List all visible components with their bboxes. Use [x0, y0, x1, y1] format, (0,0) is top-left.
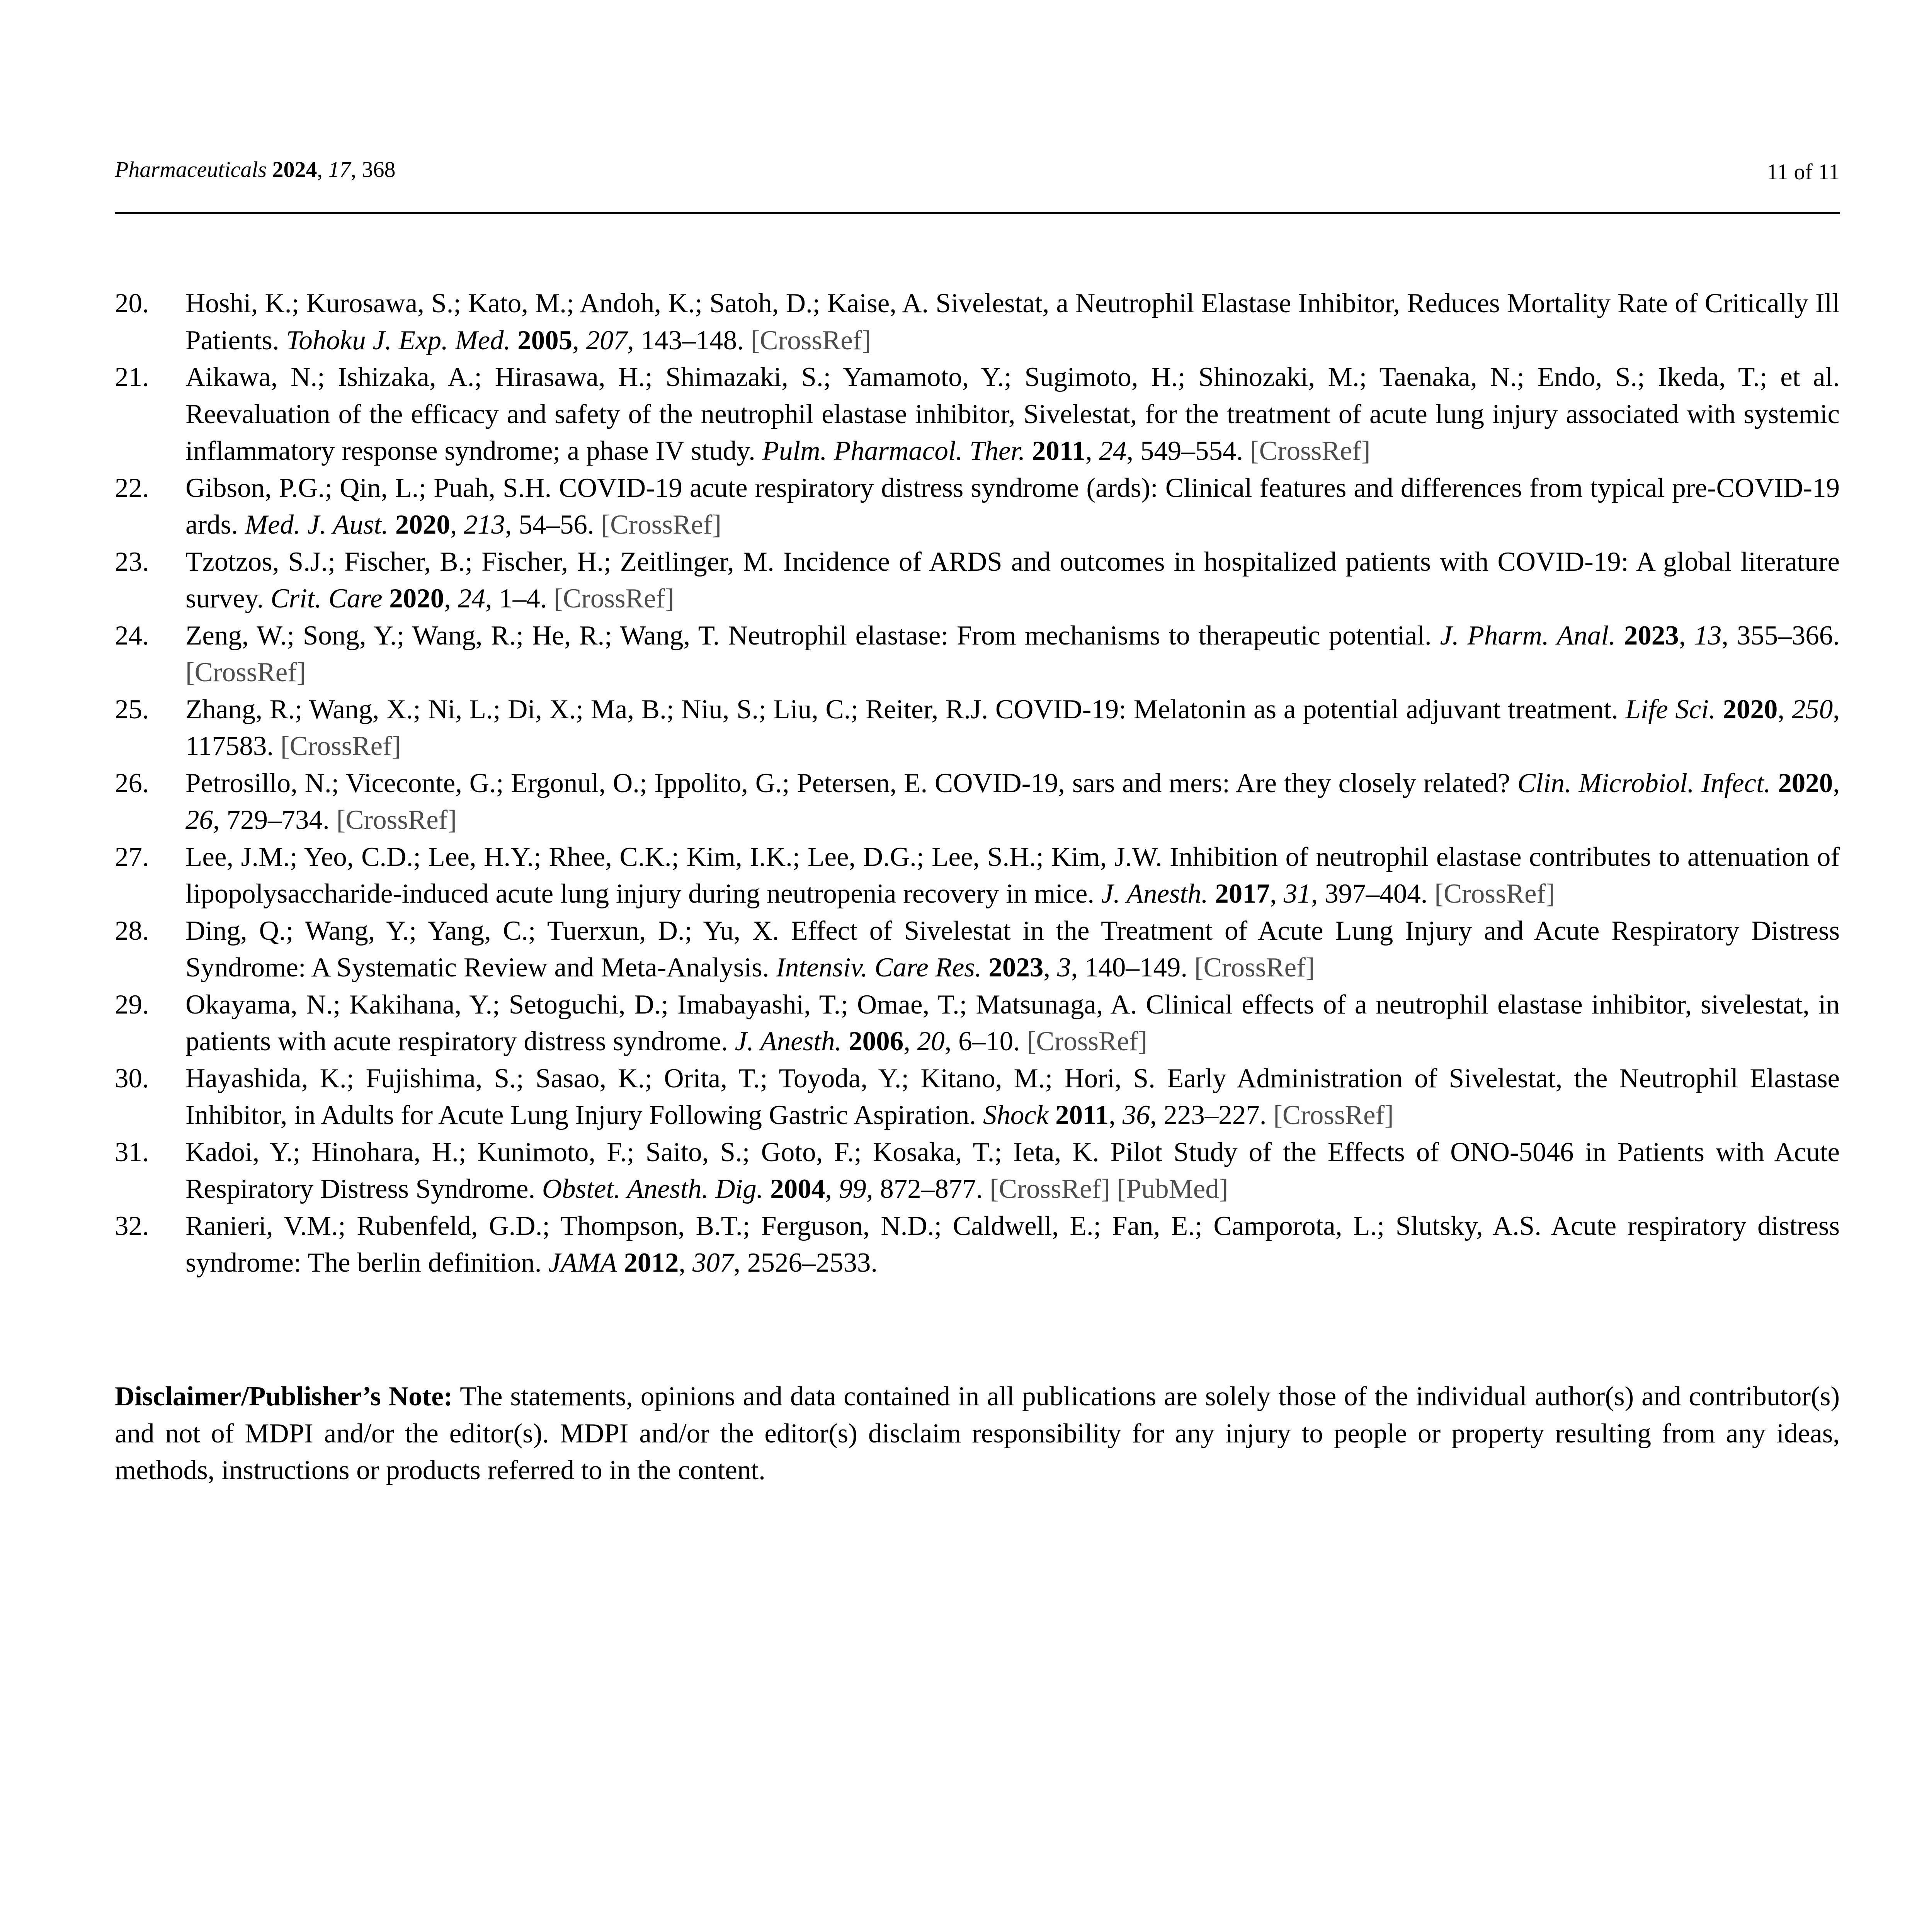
- reference-journal: J. Anesth.: [1101, 879, 1208, 909]
- reference-year: 2017: [1215, 879, 1270, 909]
- reference-body: Tzotzos, S.J.; Fischer, B.; Fischer, H.; Zeitlinger, M. Incidence of ARDS and outcomes in hospitalized patients with COVID-19: A global literature survey. Crit. Care 2020, 24, 1–4. [CrossRef]: [185, 546, 1840, 614]
- reference-year: 2011: [1055, 1100, 1109, 1130]
- reference-body: Petrosillo, N.; Viceconte, G.; Ergonul, O.; Ippolito, G.; Petersen, E. COVID-19, sars and mers: Are they closely related? Clin. Microbiol. Infect. 2020, 26, 729–734. [CrossRef]: [185, 768, 1840, 835]
- reference-text: Aikawa, N.; Ishizaka, A.; Hirasawa, H.; Shimazaki, S.; Yamamoto, Y.; Sugimoto, H.; Shinozaki, M.; Taenaka, N.; Endo, S.; Ikeda, T.; et al. Reevaluation of the efficacy and safety of the neutrophil elastase inhibitor, Sivelestat, for the treatment of acute lung injury associated with systemic inflammatory response syndrome; a phase IV study.: [185, 362, 1840, 466]
- disclaimer-text: The statements, opinions and data contained in all publications are solely those of the individual author(s) and contributor(s) and not of MDPI and/or the editor(s). MDPI and/or the editor(s) disclaim responsibility for any injury to people or property resulting from any ideas, methods, instructions or products referred to in the content.: [115, 1381, 1840, 1485]
- reference-year: 2006: [849, 1026, 904, 1056]
- reference-journal: Pulm. Pharmacol. Ther.: [762, 436, 1026, 466]
- reference-volume: 13: [1694, 620, 1722, 651]
- reference-journal: Tohoku J. Exp. Med.: [286, 325, 511, 355]
- reference-text: Hayashida, K.; Fujishima, S.; Sasao, K.; Orita, T.; Toyoda, Y.; Kitano, M.; Hori, S. Early Administration of Sivelestat, the Neutrophil Elastase Inhibitor, in Adults for Acute Lung Injury Following Gastric Aspiration.: [185, 1063, 1840, 1130]
- reference-number: 23.: [115, 546, 149, 577]
- reference-text: Zhang, R.; Wang, X.; Ni, L.; Di, X.; Ma, B.; Niu, S.; Liu, C.; Reiter, R.J. COVID-19: Melatonin as a potential adjuvant treatment.: [185, 694, 1618, 724]
- reference-volume: 24: [1099, 436, 1127, 466]
- crossref-link[interactable]: [CrossRef]: [601, 510, 721, 540]
- crossref-link[interactable]: [CrossRef]: [280, 731, 401, 761]
- reference-pages: 6–10.: [958, 1026, 1020, 1056]
- reference-text: Ranieri, V.M.; Rubenfeld, G.D.; Thompson, B.T.; Ferguson, N.D.; Caldwell, E.; Fan, E.; Camporota, L.; Slutsky, A.S. Acute respiratory distress syndrome: The berlin definition.: [185, 1211, 1840, 1278]
- crossref-link[interactable]: [CrossRef]: [1273, 1100, 1394, 1130]
- reference-pages: 117583.: [185, 731, 274, 761]
- reference-body: Ding, Q.; Wang, Y.; Yang, C.; Tuerxun, D.; Yu, X. Effect of Sivelestat in the Treatment of Acute Lung Injury and Acute Respiratory Distress Syndrome: A Systematic Review and Meta-Analysis. Intensiv. Care Res. 2023, 3, 140–149. [CrossRef]: [185, 915, 1840, 983]
- header-rule: [115, 212, 1840, 214]
- reference-body: Zhang, R.; Wang, X.; Ni, L.; Di, X.; Ma, B.; Niu, S.; Liu, C.; Reiter, R.J. COVID-19: Melatonin as a potential adjuvant treatment. Life Sci. 2020, 250, 117583. [CrossRef]: [185, 694, 1840, 761]
- reference-item: [115, 1060, 1840, 1134]
- reference-volume: 24: [458, 583, 485, 614]
- reference-year: 2023: [1624, 620, 1679, 651]
- reference-number: 30.: [115, 1063, 149, 1094]
- running-header: [115, 156, 1840, 191]
- reference-item: [115, 617, 1840, 691]
- reference-text: Petrosillo, N.; Viceconte, G.; Ergonul, O.; Ippolito, G.; Petersen, E. COVID-19, sars and mers: Are they closely related?: [185, 768, 1510, 798]
- reference-text: Tzotzos, S.J.; Fischer, B.; Fischer, H.; Zeitlinger, M. Incidence of ARDS and outcomes in hospitalized patients with COVID-19: A global literature survey.: [185, 546, 1840, 614]
- reference-item: [115, 986, 1840, 1060]
- reference-journal: JAMA: [548, 1248, 617, 1278]
- reference-item: [115, 913, 1840, 986]
- reference-journal: Clin. Microbiol. Infect.: [1517, 768, 1771, 798]
- reference-body: Kadoi, Y.; Hinohara, H.; Kunimoto, F.; Saito, S.; Goto, F.; Kosaka, T.; Ieta, K. Pilot Study of the Effects of ONO-5046 in Patients with Acute Respiratory Distress Syndrome. Obstet. Anesth. Dig. 2004, 99, 872–877. [CrossRef] [PubMed]: [185, 1137, 1840, 1204]
- reference-volume: 26: [185, 805, 213, 835]
- reference-text: Lee, J.M.; Yeo, C.D.; Lee, H.Y.; Rhee, C.K.; Kim, I.K.; Lee, D.G.; Lee, S.H.; Kim, J.W. Inhibition of neutrophil elastase contributes to attenuation of lipopolysaccharide-induced acute lung injury during neutropenia recovery in mice.: [185, 842, 1840, 909]
- reference-text: Zeng, W.; Song, Y.; Wang, R.; He, R.; Wang, T. Neutrophil elastase: From mechanisms to therapeutic potential.: [185, 620, 1432, 651]
- reference-pages: 549–554.: [1140, 436, 1243, 466]
- reference-year: 2020: [1778, 768, 1833, 798]
- reference-number: 31.: [115, 1137, 149, 1167]
- reference-journal: Crit. Care: [270, 583, 383, 614]
- reference-item: [115, 359, 1840, 470]
- crossref-link[interactable]: [CrossRef]: [750, 325, 871, 355]
- reference-year: 2012: [624, 1248, 679, 1278]
- reference-body: Ranieri, V.M.; Rubenfeld, G.D.; Thompson, B.T.; Ferguson, N.D.; Caldwell, E.; Fan, E.; Camporota, L.; Slutsky, A.S. Acute respiratory distress syndrome: The berlin definition. JAMA 2012, 307, 2526–2533.: [185, 1211, 1840, 1278]
- crossref-link[interactable]: [CrossRef]: [1250, 436, 1371, 466]
- disclaimer-label: Disclaimer/Publisher’s Note:: [115, 1381, 453, 1412]
- reference-body: Hoshi, K.; Kurosawa, S.; Kato, M.; Andoh, K.; Satoh, D.; Kaise, A. Sivelestat, a Neutrophil Elastase Inhibitor, Reduces Mortality Rate of Critically Ill Patients. Tohoku J. Exp. Med. 2005, 207, 143–148. [CrossRef]: [185, 288, 1840, 355]
- reference-item: [115, 1208, 1840, 1282]
- reference-number: 25.: [115, 694, 149, 724]
- article-number: 368: [362, 157, 396, 182]
- reference-number: 22.: [115, 473, 149, 503]
- reference-pages: 143–148.: [641, 325, 744, 355]
- page-number: 11 of 11: [1766, 159, 1840, 184]
- reference-journal: Med. J. Aust.: [245, 510, 389, 540]
- reference-body: Okayama, N.; Kakihana, Y.; Setoguchi, D.; Imabayashi, T.; Omae, T.; Matsunaga, A. Clinical effects of a neutrophil elastase inhibitor, sivelestat, in patients with acute respiratory distress syndrome. J. Anesth. 2006, 20, 6–10. [CrossRef]: [185, 989, 1840, 1056]
- reference-body: Zeng, W.; Song, Y.; Wang, R.; He, R.; Wang, T. Neutrophil elastase: From mechanisms to therapeutic potential. J. Pharm. Anal. 2023, 13, 355–366. [CrossRef]: [185, 620, 1840, 687]
- reference-pages: 397–404.: [1325, 879, 1428, 909]
- reference-year: 2020: [389, 583, 444, 614]
- reference-volume: 207: [586, 325, 628, 355]
- reference-journal: Obstet. Anesth. Dig.: [542, 1174, 764, 1204]
- reference-item: [115, 285, 1840, 359]
- crossref-link[interactable]: [CrossRef]: [1194, 952, 1315, 983]
- reference-item: [115, 544, 1840, 617]
- journal-year: 2024: [272, 157, 317, 182]
- reference-pages: 872–877.: [880, 1174, 983, 1204]
- reference-text: Ding, Q.; Wang, Y.; Yang, C.; Tuerxun, D.; Yu, X. Effect of Sivelestat in the Treatment of Acute Lung Injury and Acute Respiratory Distress Syndrome: A Systematic Review and Meta-Analysis.: [185, 915, 1840, 983]
- reference-volume: 31: [1283, 879, 1311, 909]
- reference-pages: 1–4.: [499, 583, 547, 614]
- crossref-link[interactable]: [CrossRef]: [1434, 879, 1555, 909]
- reference-body: Aikawa, N.; Ishizaka, A.; Hirasawa, H.; Shimazaki, S.; Yamamoto, Y.; Sugimoto, H.; Shinozaki, M.; Taenaka, N.; Endo, S.; Ikeda, T.; et al. Reevaluation of the efficacy and safety of the neutrophil elastase inhibitor, Sivelestat, for the treatment of acute lung injury associated with systemic inflammatory response syndrome; a phase IV study. Pulm. Pharmacol. Ther. 2011, 24, 549–554. [CrossRef]: [185, 362, 1840, 466]
- reference-journal: Intensiv. Care Res.: [776, 952, 982, 983]
- journal-citation: Pharmaceuticals 2024, 17, 368: [115, 157, 396, 182]
- reference-pages: 729–734.: [226, 805, 330, 835]
- crossref-link[interactable]: [CrossRef]: [554, 583, 674, 614]
- reference-year: 2023: [988, 952, 1044, 983]
- reference-pages: 355–366.: [1737, 620, 1840, 651]
- reference-year: 2004: [770, 1174, 825, 1204]
- reference-number: 27.: [115, 842, 149, 872]
- reference-text: Gibson, P.G.; Qin, L.; Puah, S.H. COVID-19 acute respiratory distress syndrome (ards): Clinical features and differences from typical pre-COVID-19 ards.: [185, 473, 1840, 540]
- reference-volume: 307: [692, 1248, 734, 1278]
- reference-journal: Shock: [983, 1100, 1049, 1130]
- crossref-link[interactable]: [CrossRef]: [336, 805, 457, 835]
- reference-item: [115, 691, 1840, 765]
- reference-number: 20.: [115, 288, 149, 318]
- reference-year: 2020: [395, 510, 450, 540]
- reference-volume: 3: [1057, 952, 1071, 983]
- reference-pages: 140–149.: [1084, 952, 1188, 983]
- reference-number: 28.: [115, 915, 149, 946]
- disclaimer-note: [115, 1378, 1840, 1489]
- reference-text: Kadoi, Y.; Hinohara, H.; Kunimoto, F.; Saito, S.; Goto, F.; Kosaka, T.; Ieta, K. Pilot Study of the Effects of ONO-5046 in Patients with Acute Respiratory Distress Syndrome.: [185, 1137, 1840, 1204]
- reference-list: [115, 285, 1840, 1282]
- reference-journal: J. Anesth.: [735, 1026, 842, 1056]
- reference-volume: 99: [839, 1174, 866, 1204]
- reference-item: [115, 839, 1840, 913]
- reference-body: Lee, J.M.; Yeo, C.D.; Lee, H.Y.; Rhee, C.K.; Kim, I.K.; Lee, D.G.; Lee, S.H.; Kim, J.W. Inhibition of neutrophil elastase contributes to attenuation of lipopolysaccharide-induced acute lung injury during neutropenia recovery in mice. J. Anesth. 2017, 31, 397–404. [CrossRef]: [185, 842, 1840, 909]
- reference-pages: 223–227.: [1163, 1100, 1267, 1130]
- journal-name: Pharmaceuticals: [115, 157, 267, 182]
- reference-item: [115, 1134, 1840, 1208]
- reference-pages: 54–56.: [519, 510, 594, 540]
- reference-volume: 20: [917, 1026, 945, 1056]
- reference-journal: Life Sci.: [1625, 694, 1716, 724]
- reference-pages: 2526–2533.: [747, 1248, 878, 1278]
- crossref-link[interactable]: [CrossRef]: [185, 657, 306, 687]
- reference-year: 2011: [1032, 436, 1085, 466]
- reference-number: 29.: [115, 989, 149, 1020]
- reference-volume: 250: [1791, 694, 1833, 724]
- reference-item: [115, 470, 1840, 544]
- reference-text: Okayama, N.; Kakihana, Y.; Setoguchi, D.; Imabayashi, T.; Omae, T.; Matsunaga, A. Clinical effects of a neutrophil elastase inhibitor, sivelestat, in patients with acute respiratory distress syndrome.: [185, 989, 1840, 1056]
- reference-number: 24.: [115, 620, 149, 651]
- reference-text: Hoshi, K.; Kurosawa, S.; Kato, M.; Andoh, K.; Satoh, D.; Kaise, A. Sivelestat, a Neutrophil Elastase Inhibitor, Reduces Mortality Rate of Critically Ill Patients.: [185, 288, 1840, 355]
- reference-body: Hayashida, K.; Fujishima, S.; Sasao, K.; Orita, T.; Toyoda, Y.; Kitano, M.; Hori, S. Early Administration of Sivelestat, the Neutrophil Elastase Inhibitor, in Adults for Acute Lung Injury Following Gastric Aspiration. Shock 2011, 36, 223–227. [CrossRef]: [185, 1063, 1840, 1130]
- reference-number: 26.: [115, 768, 149, 798]
- reference-body: Gibson, P.G.; Qin, L.; Puah, S.H. COVID-19 acute respiratory distress syndrome (ards): Clinical features and differences from typical pre-COVID-19 ards. Med. J. Aust. 2020, 213, 54–56. [CrossRef]: [185, 473, 1840, 540]
- reference-number: 21.: [115, 362, 149, 392]
- reference-year: 2020: [1723, 694, 1778, 724]
- pubmed-link[interactable]: [PubMed]: [1117, 1174, 1228, 1204]
- reference-number: 32.: [115, 1211, 149, 1241]
- reference-year: 2005: [517, 325, 573, 355]
- reference-volume: 213: [464, 510, 505, 540]
- crossref-link[interactable]: [CrossRef]: [990, 1174, 1110, 1204]
- journal-volume: 17: [328, 157, 351, 182]
- reference-journal: J. Pharm. Anal.: [1440, 620, 1616, 651]
- reference-item: [115, 765, 1840, 839]
- crossref-link[interactable]: [CrossRef]: [1027, 1026, 1148, 1056]
- reference-volume: 36: [1122, 1100, 1150, 1130]
